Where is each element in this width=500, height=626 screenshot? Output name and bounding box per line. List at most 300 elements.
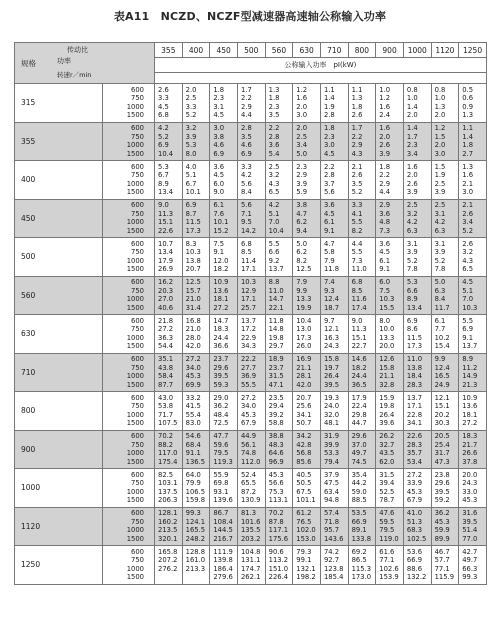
- power-value: 87.2: [240, 487, 257, 496]
- table-title: 表A11 NCZD、NCZF型减速器高速轴公称输入功率: [113, 10, 387, 23]
- power-value: 3.9: [434, 188, 446, 197]
- power-value: 6.1: [379, 256, 391, 265]
- power-cell: [265, 315, 293, 354]
- power-value: 3.4: [406, 149, 418, 158]
- power-value: 11.0: [268, 286, 284, 295]
- power-value: 3.1: [213, 102, 225, 111]
- table-row: [15, 469, 487, 508]
- power-value: 29.6: [434, 479, 450, 488]
- power-value: 39.5: [323, 380, 340, 389]
- power-value: 25.6: [296, 402, 312, 411]
- power-value: 24.4: [213, 333, 229, 342]
- power-value: 37.8: [462, 457, 478, 466]
- power-cell: [182, 469, 210, 508]
- power-value: 49.7: [462, 556, 478, 565]
- power-value: 1.7: [240, 85, 252, 94]
- power-cell: [376, 507, 404, 546]
- power-value: 14.6: [351, 355, 367, 364]
- power-value: 36.9: [240, 372, 257, 381]
- power-value: 13.0: [296, 325, 312, 334]
- power-cell: [403, 122, 431, 161]
- speed-value: 1000: [126, 526, 144, 535]
- power-value: 20.0: [379, 342, 395, 351]
- power-cell: [210, 199, 238, 238]
- speed-value: 600: [131, 509, 144, 518]
- power-value: 33.9: [406, 479, 423, 488]
- power-value: 29.6: [351, 432, 367, 441]
- power-value: 5.2: [158, 132, 169, 141]
- power-cell: [265, 430, 293, 469]
- speed-cell: [103, 84, 155, 123]
- power-cell: [348, 546, 376, 585]
- power-value: 34.2: [296, 432, 312, 441]
- power-value: 161.0: [185, 556, 206, 565]
- power-value: 2.2: [240, 94, 252, 103]
- power-value: 4.5: [323, 209, 335, 218]
- power-value: 10.3: [240, 278, 257, 287]
- power-value: 11.0: [351, 265, 367, 274]
- power-value: 2.6: [158, 85, 169, 94]
- power-value: 9.5: [240, 218, 252, 227]
- power-value: 36.5: [351, 380, 367, 389]
- power-value: 20.7: [296, 393, 312, 402]
- power-value: 1.3: [268, 85, 280, 94]
- speed-value: 1000: [126, 102, 144, 111]
- power-value: 185.4: [323, 573, 344, 582]
- power-value: 3.8: [296, 201, 308, 210]
- speed-value: 1500: [126, 111, 144, 120]
- power-value: 5.5: [351, 248, 363, 257]
- power-value: 89.1: [351, 526, 367, 535]
- power-cell: [265, 276, 293, 315]
- power-value: [158, 573, 182, 582]
- power-value: 34.3: [240, 342, 257, 351]
- power-value: 93.1: [213, 487, 229, 496]
- power-value: 3.5: [351, 179, 363, 188]
- power-cell: [403, 546, 431, 585]
- power-value: 2.2: [268, 124, 280, 133]
- power-value: 11.5: [185, 218, 201, 227]
- power-value: 31.5: [268, 372, 284, 381]
- power-cell: [155, 199, 183, 238]
- power-cell: [210, 392, 238, 431]
- power-value: 39.5: [434, 487, 450, 496]
- power-value: 2.2: [379, 171, 391, 180]
- power-cell: [348, 84, 376, 123]
- power-value: 27.2: [240, 393, 257, 402]
- power-value: 34.1: [296, 410, 312, 419]
- power-unit-header: 公称输入功率 pⅠ(kW): [155, 58, 487, 73]
- power-cell: [403, 469, 431, 508]
- power-value: 5.0: [296, 239, 308, 248]
- power-value: 35.7: [406, 449, 423, 458]
- power-value: 88.5: [351, 496, 367, 505]
- power-value: 10.9: [462, 393, 478, 402]
- power-cell: [155, 507, 183, 546]
- size-cell: 315: [15, 84, 103, 123]
- power-value: 74.8: [240, 449, 257, 458]
- power-value: 15.1: [158, 218, 174, 227]
- power-cell: [320, 238, 348, 277]
- power-cell: [210, 238, 238, 277]
- power-value: 2.9: [296, 171, 308, 180]
- power-value: 39.5: [462, 517, 478, 526]
- power-value: 4.4: [379, 188, 391, 197]
- speed-cell: [103, 161, 155, 200]
- power-cell: [265, 199, 293, 238]
- power-value: 79.9: [185, 479, 201, 488]
- power-cell: [182, 430, 210, 469]
- power-value: 29.6: [213, 363, 229, 372]
- power-cell: [265, 546, 293, 585]
- power-value: 11.7: [434, 303, 450, 312]
- power-value: 9.1: [323, 226, 335, 235]
- power-cell: [459, 84, 487, 123]
- power-value: 1.2: [434, 124, 446, 133]
- power-value: [186, 573, 210, 582]
- power-value: 2.5: [296, 132, 308, 141]
- power-value: 48.1: [323, 419, 340, 428]
- power-value: 42.0: [185, 342, 201, 351]
- power-value: 25.4: [434, 440, 450, 449]
- power-cell: [210, 546, 238, 585]
- power-value: 137.5: [158, 487, 178, 496]
- power-cell: [320, 122, 348, 161]
- power-value: 35.1: [158, 355, 174, 364]
- power-value: 6.9: [185, 201, 197, 210]
- power-value: 5.2: [434, 256, 446, 265]
- power-value: 8.3: [185, 239, 197, 248]
- power-value: 44.7: [351, 419, 367, 428]
- power-value: 3.5: [268, 111, 280, 120]
- power-value: 5.1: [185, 171, 197, 180]
- speed-value: 750: [131, 440, 144, 449]
- power-cell: [265, 469, 293, 508]
- power-cell: [431, 315, 459, 354]
- power-cell: [210, 469, 238, 508]
- power-value: 22.2: [240, 355, 257, 364]
- power-value: 6.1: [213, 201, 225, 210]
- power-value: 34.0: [185, 363, 201, 372]
- power-value: 111.9: [213, 547, 233, 556]
- power-value: 1.0: [379, 85, 391, 94]
- speed-value: 750: [131, 517, 144, 526]
- power-value: 3.8: [213, 132, 225, 141]
- power-value: 101.1: [296, 496, 316, 505]
- power-value: 276.2: [158, 564, 178, 573]
- power-value: 3.9: [434, 248, 446, 257]
- power-value: 2.0: [406, 111, 418, 120]
- power-value: 4.2: [434, 218, 446, 227]
- power-value: 139.8: [213, 556, 233, 565]
- power-value: 12.5: [296, 265, 312, 274]
- power-value: 4.1: [351, 209, 363, 218]
- power-value: 72.5: [213, 419, 229, 428]
- power-cell: [431, 276, 459, 315]
- power-value: 8.9: [462, 355, 474, 364]
- power-value: 3.2: [268, 171, 280, 180]
- ratio-header-1000: 1000: [403, 43, 431, 58]
- speed-value: 600: [131, 547, 144, 556]
- power-value: 15.9: [379, 393, 395, 402]
- speed-value: 1000: [126, 564, 144, 573]
- power-value: 10.9: [213, 278, 229, 287]
- power-value: 3.6: [379, 239, 391, 248]
- power-value: 0.6: [462, 94, 474, 103]
- power-cell: [155, 430, 183, 469]
- power-value: 20.7: [185, 265, 201, 274]
- power-value: 1.9: [434, 171, 446, 180]
- power-value: 18.2: [213, 265, 229, 274]
- power-value: 1.8: [213, 85, 225, 94]
- power-value: 79.5: [379, 526, 395, 535]
- power-value: 20.0: [462, 470, 478, 479]
- power-value: 16.5: [434, 372, 450, 381]
- power-value: 2.6: [351, 111, 363, 120]
- power-value: 36.2: [434, 509, 450, 518]
- power-value: 3.1: [434, 209, 446, 218]
- speed-cell: [103, 315, 155, 354]
- header-spacer: [155, 73, 487, 84]
- power-value: 1.6: [296, 94, 308, 103]
- power-value: 10.1: [213, 218, 229, 227]
- power-value: 5.1: [268, 209, 280, 218]
- speed-value: 1500: [126, 380, 144, 389]
- power-value: 21.8: [158, 316, 174, 325]
- power-label: 功率: [57, 57, 71, 65]
- power-cell: [237, 353, 265, 392]
- power-cell: [182, 122, 210, 161]
- speed-cell: [103, 392, 155, 431]
- power-value: 21.0: [185, 325, 201, 334]
- power-value: 5.2: [462, 226, 474, 235]
- speed-cell: [103, 238, 155, 277]
- table-row: [15, 315, 487, 354]
- speed-cell: [103, 469, 155, 508]
- power-value: 7.4: [323, 278, 335, 287]
- power-value: 39.2: [268, 410, 284, 419]
- power-value: 3.6: [379, 209, 391, 218]
- power-value: 2.7: [462, 149, 474, 158]
- power-cell: [376, 430, 404, 469]
- power-cell: [348, 199, 376, 238]
- power-value: 29.7: [268, 342, 284, 351]
- power-value: 19.9: [296, 303, 312, 312]
- size-cell: 400: [15, 161, 103, 200]
- power-value: 66.9: [406, 556, 423, 565]
- power-value: 144.5: [213, 526, 233, 535]
- power-cell: [348, 430, 376, 469]
- power-value: 5.3: [406, 278, 418, 287]
- power-value: 78.7: [379, 496, 395, 505]
- speed-value: 1000: [126, 333, 144, 342]
- power-value: 7.3: [379, 226, 391, 235]
- power-value: 2.5: [268, 162, 280, 171]
- power-value: 15.1: [351, 333, 367, 342]
- speed-value: 1000: [126, 141, 144, 150]
- power-value: 13.7: [240, 316, 257, 325]
- power-value: 3.0: [296, 111, 308, 120]
- power-cell: [237, 507, 265, 546]
- power-value: 165.5: [185, 526, 206, 535]
- power-value: 19.8: [379, 402, 395, 411]
- power-value: 4.5: [158, 102, 169, 111]
- power-value: 102.0: [296, 526, 316, 535]
- power-value: 18.2: [351, 363, 367, 372]
- power-cell: [237, 84, 265, 123]
- power-table: [14, 42, 487, 585]
- power-value: 115.9: [434, 573, 455, 582]
- power-cell: [182, 392, 210, 431]
- table-row: [15, 430, 487, 469]
- power-cell: [403, 84, 431, 123]
- power-value: 31.9: [323, 432, 340, 441]
- power-value: 26.4: [323, 372, 340, 381]
- power-value: 4.5: [213, 171, 225, 180]
- speed-value: 1000: [126, 372, 144, 381]
- corner-header: [15, 43, 155, 84]
- power-value: 17.3: [296, 333, 312, 342]
- power-value: 5.2: [406, 256, 418, 265]
- power-value: 65.5: [240, 479, 257, 488]
- power-value: 71.7: [158, 410, 174, 419]
- power-value: 86.7: [213, 509, 229, 518]
- power-value: 2.5: [185, 94, 197, 103]
- speed-value: 600: [131, 239, 144, 248]
- power-value: 131.1: [240, 556, 261, 565]
- power-value: 15.8: [323, 355, 340, 364]
- ratio-header-450: 450: [210, 43, 238, 58]
- power-cell: [182, 276, 210, 315]
- power-value: 8.4: [434, 295, 446, 304]
- power-value: 51.4: [462, 526, 478, 535]
- power-value: 66.3: [462, 564, 478, 573]
- power-value: 4.7: [296, 209, 308, 218]
- power-value: 6.7: [185, 179, 197, 188]
- power-value: 92.7: [323, 556, 340, 565]
- power-value: 61.6: [379, 547, 395, 556]
- power-value: 2.0: [434, 111, 446, 120]
- power-cell: [348, 122, 376, 161]
- speed-cell: [103, 122, 155, 161]
- power-cell: [376, 546, 404, 585]
- ratio-header-400: 400: [182, 43, 210, 58]
- power-cell: [376, 469, 404, 508]
- power-cell: [265, 507, 293, 546]
- power-cell: [182, 353, 210, 392]
- speed-value: 600: [131, 124, 144, 133]
- power-cell: [431, 507, 459, 546]
- ratio-header-560: 560: [265, 43, 293, 58]
- power-value: 37.9: [323, 470, 340, 479]
- power-value: 95.7: [323, 526, 340, 535]
- power-value: 10.4: [296, 316, 312, 325]
- power-value: 53.8: [158, 402, 174, 411]
- power-cell: [293, 238, 321, 277]
- power-value: 21.1: [379, 372, 395, 381]
- power-value: 13.4: [158, 188, 174, 197]
- power-cell: [320, 84, 348, 123]
- power-value: 2.9: [379, 201, 391, 210]
- power-value: 27.2: [406, 470, 423, 479]
- power-cell: [155, 122, 183, 161]
- power-value: 1.3: [351, 94, 363, 103]
- power-value: 24.0: [323, 402, 340, 411]
- power-value: 26.4: [379, 410, 395, 419]
- power-value: 36.6: [213, 342, 229, 351]
- power-value: 79.4: [323, 457, 340, 466]
- size-cell: 900: [15, 430, 103, 469]
- power-value: 6.9: [462, 325, 474, 334]
- power-value: 11.8: [323, 265, 340, 274]
- power-value: 2.8: [323, 111, 335, 120]
- power-value: 8.2: [296, 256, 308, 265]
- speed-value: 1000: [126, 218, 144, 227]
- table-row: [15, 238, 487, 277]
- power-value: 13.7: [406, 393, 423, 402]
- size-cell: 1000: [15, 469, 103, 508]
- table-row: [15, 507, 487, 546]
- power-cell: [293, 353, 321, 392]
- power-value: 27.2: [158, 325, 174, 334]
- power-value: 39.9: [323, 440, 340, 449]
- power-value: 102.5: [406, 534, 427, 543]
- power-value: 135.5: [240, 526, 261, 535]
- power-value: 58.8: [268, 419, 284, 428]
- speed-value: 750: [131, 132, 144, 141]
- power-value: 186.4: [213, 564, 233, 573]
- power-value: 12.1: [323, 325, 340, 334]
- power-value: 34.0: [240, 402, 257, 411]
- power-value: 1.8: [268, 94, 280, 103]
- size-label: 规格: [21, 59, 36, 68]
- power-value: 103.1: [158, 479, 178, 488]
- power-value: 21.0: [185, 295, 201, 304]
- power-value: 6.9: [213, 149, 225, 158]
- power-value: 9.4: [296, 226, 308, 235]
- power-value: 5.5: [351, 218, 363, 227]
- power-value: 1.1: [462, 124, 474, 133]
- power-value: 8.9: [406, 295, 418, 304]
- power-value: 4.6: [240, 141, 252, 150]
- power-value: 86.5: [351, 556, 367, 565]
- power-value: 117.1: [268, 526, 289, 535]
- power-value: 16.3: [323, 333, 340, 342]
- power-cell: [320, 161, 348, 200]
- power-cell: [403, 315, 431, 354]
- power-value: 1.8: [379, 162, 391, 171]
- power-value: 159.8: [185, 496, 206, 505]
- power-value: 6.1: [323, 218, 335, 227]
- power-value: 3.2: [185, 124, 197, 133]
- power-value: 15.5: [379, 303, 395, 312]
- power-value: 15.8: [379, 363, 395, 372]
- power-value: 2.2: [351, 132, 363, 141]
- power-cell: [376, 84, 404, 123]
- power-value: 5.0: [434, 278, 446, 287]
- power-value: 15.7: [185, 286, 201, 295]
- power-value: 57.7: [434, 556, 450, 565]
- ratio-label: 传动比: [67, 46, 88, 54]
- speed-value: 600: [131, 85, 144, 94]
- power-value: 3.9: [379, 149, 391, 158]
- power-value: 106.5: [185, 487, 206, 496]
- power-cell: [293, 84, 321, 123]
- power-value: 26.9: [158, 265, 174, 274]
- power-cell: [293, 392, 321, 431]
- power-value: 43.5: [379, 449, 395, 458]
- power-cell: [403, 507, 431, 546]
